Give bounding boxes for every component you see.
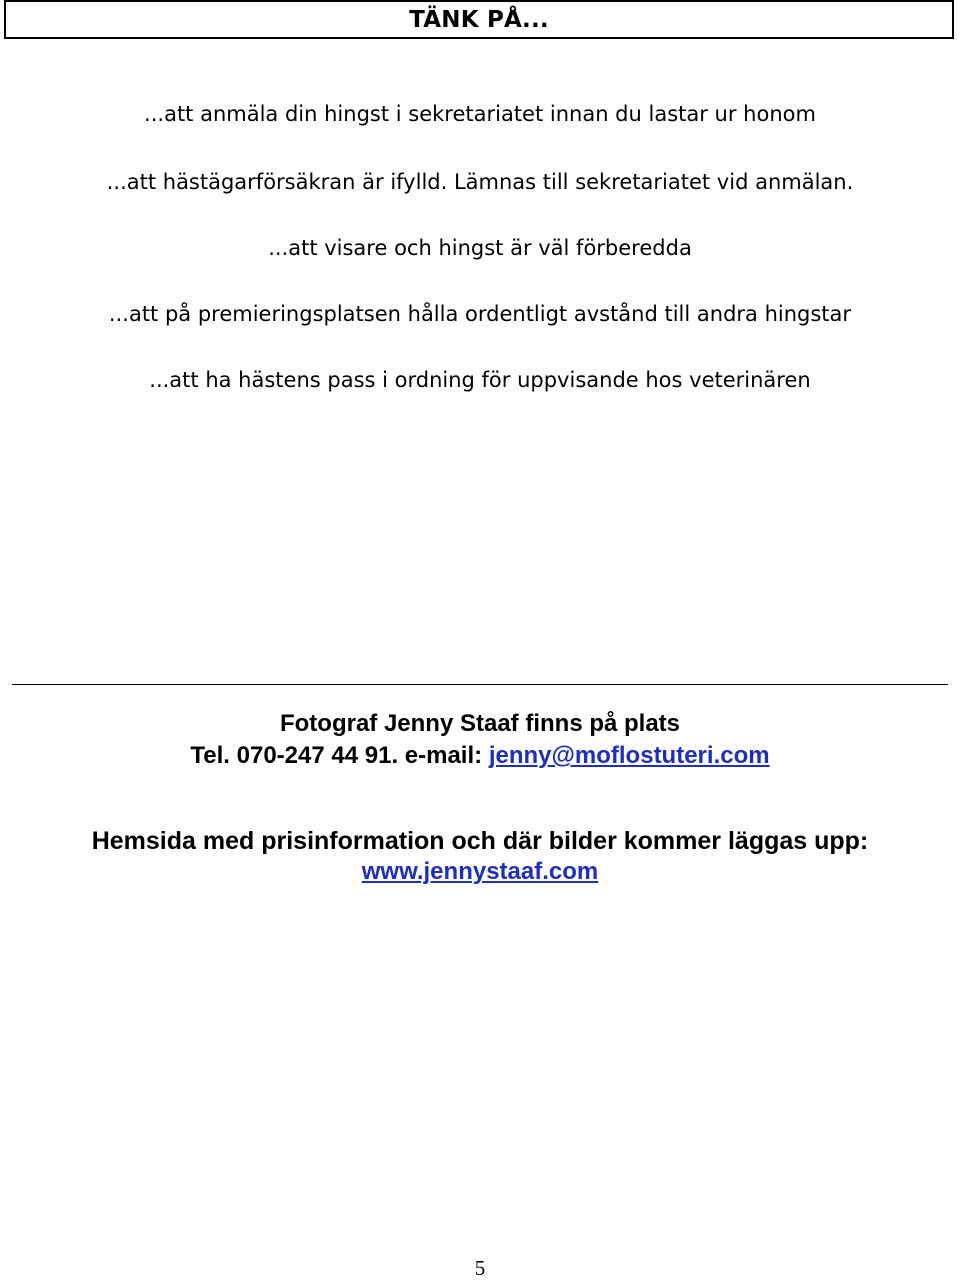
email-link[interactable]: jenny@moflostuteri.com xyxy=(488,742,770,769)
website-link[interactable]: www.jennystaaf.com xyxy=(361,858,599,885)
reminder-item: ...att ha hästens pass i ordning för uppvisande hos veterinären xyxy=(149,368,811,392)
tel-label: Tel. 070-247 44 91. e-mail: xyxy=(190,742,489,769)
reminder-item: ...att hästägarförsäkran är ifylld. Lämnas till sekretariatet vid anmälan. xyxy=(106,170,854,194)
reminder-item: ...att anmäla din hingst i sekretariatet innan du lastar ur honom xyxy=(144,102,816,126)
reminder-item: ...att visare och hingst är väl förberedda xyxy=(268,236,692,260)
website-line xyxy=(0,857,960,887)
divider xyxy=(12,684,948,685)
page-title: TÄNK PÅ... xyxy=(409,6,549,33)
photographer-line: Fotograf Jenny Staaf finns på plats xyxy=(279,710,681,737)
website-intro: Hemsida med prisinformation och där bilder kommer läggas upp: xyxy=(91,827,869,855)
reminder-item: ...att på premieringsplatsen hålla ordentligt avstånd till andra hingstar xyxy=(108,302,852,326)
contact-line xyxy=(0,741,960,771)
title-box xyxy=(4,0,954,39)
page-number: 5 xyxy=(474,1256,486,1280)
